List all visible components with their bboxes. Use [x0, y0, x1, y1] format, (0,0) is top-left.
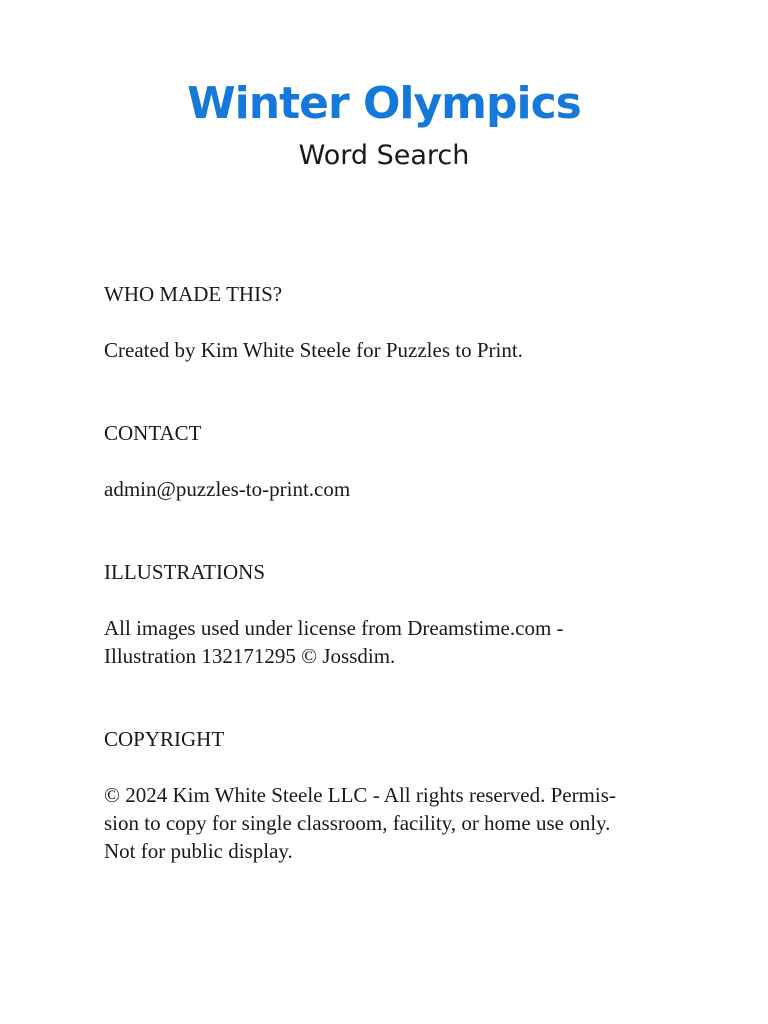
section-copyright [104, 725, 674, 865]
section-who-made-this [104, 280, 674, 364]
section-heading: COPYRIGHT [104, 727, 225, 751]
page-subtitle: Word Search [298, 140, 470, 171]
page-title: Winter Olympics [187, 78, 581, 129]
section-heading: CONTACT [104, 421, 202, 445]
credits-content [104, 280, 674, 865]
section-contact [104, 419, 674, 503]
section-body: © 2024 Kim White Steele LLC - All rights reserved. Permis- sion to copy for single classroom, facility, or home use only. Not for public display. [104, 783, 616, 863]
title-block [0, 76, 768, 174]
section-heading: ILLUSTRATIONS [104, 560, 265, 584]
section-illustrations [104, 558, 674, 670]
section-body: Created by Kim White Steele for Puzzles to Print. [104, 338, 523, 362]
section-body: All images used under license from Dreamstime.com - Illustration 132171295 © Jossdim. [104, 616, 564, 668]
contact-email[interactable]: admin@puzzles-to-print.com [104, 477, 351, 501]
section-heading: WHO MADE THIS? [104, 282, 283, 306]
